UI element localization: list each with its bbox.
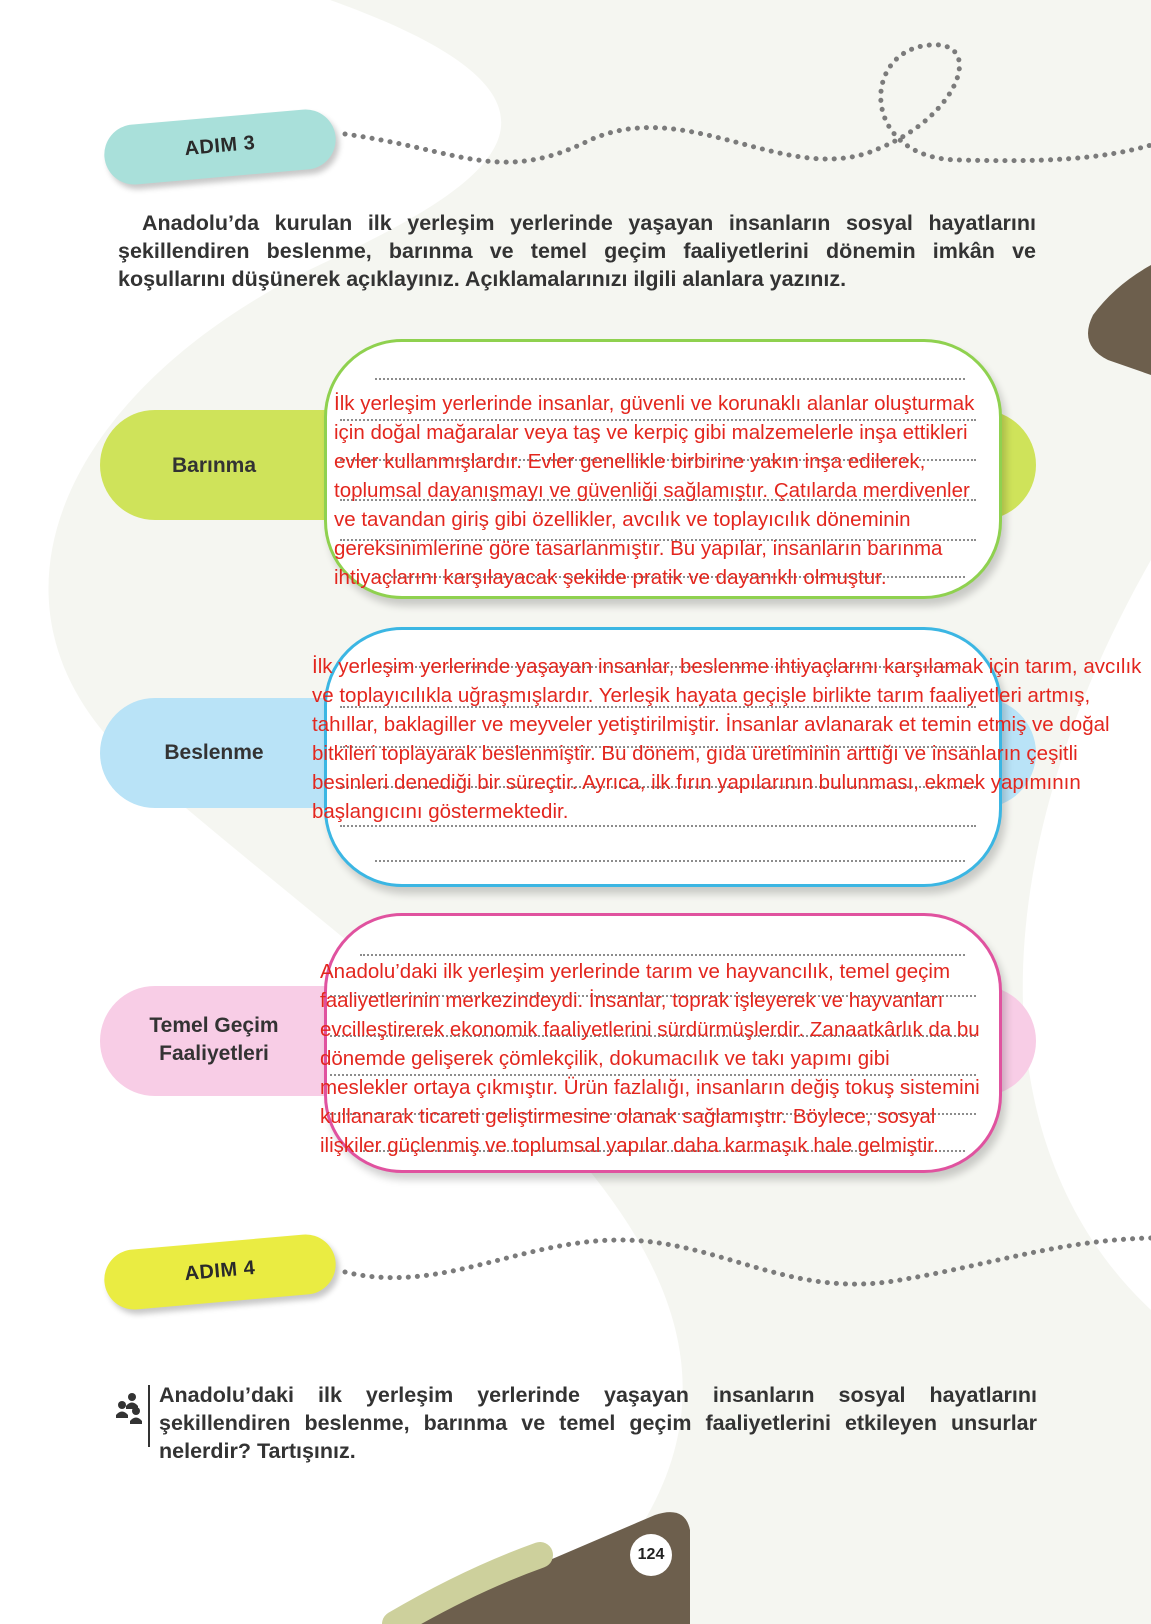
temel-gecim-answer-text: Anadolu’daki ilk yerleşim yerlerinde tarım ve hayvancılık, temel geçim faaliyetlerinin merkezindeydi. İnsanlar, toprak işleyerek ve hayvanları evcilleştirerek ekonomik faaliyetlerini sürdürmüşlerdir. Zanaatkârlık da bu dönemde gelişerek çömlekçilik, dokumacılık ve takı yapımı gibi meslekler ortaya çıkmıştır. Ürün fazlalığı, insanların değiş tokuş sistemini kullanarak ticareti geliştirmesine olanak sağlamıştır. Böylece, sosyal ilişkiler güçlenmiş ve toplumsal yapılar daha karmaşık hale gelmiştir. [320,960,980,1157]
barinma-label: Barınma [171,454,257,477]
step-3-instruction: Anadolu’da kurulan ilk yerleşim yerlerinde yaşayan insanların sosyal hayatlarını şekillendiren beslenme, barınma ve temel geçim faaliyetlerini dönemin imkân ve koşullarını düşünerek açıklayınız. Açıklamalarınızı ilgili alanlara yazınız. [118,211,1036,291]
step-4-question: Anadolu’daki ilk yerleşim yerlerinde yaşayan insanların sosyal hayatlarını şekillendiren beslenme, barınma ve temel geçim faaliyetlerini etkileyen unsurlar nelerdir? Tartışınız. [159,1383,1037,1463]
temel-gecim-label: Temel Geçim Faaliyetleri [149,1014,279,1065]
page-number: 124 [630,1534,672,1576]
beslenme-label: Beslenme [164,741,264,764]
question-divider [148,1385,150,1447]
barinma-answer-text: İlk yerleşim yerlerinde insanlar, güvenli ve korunaklı alanlar oluşturmak için doğal mağaralar veya taş ve kerpiç gibi malzemelerle inşa ettikleri evler kullanmışlardır. Evler genellikle birbirine yakın inşa edilerek, toplumsal dayanışmayı ve güvenliği sağlamıştır. Çatılarda merdivenler ve tavandan giriş gibi özellikler, avcılık ve toplayıcılık döneminin gereksinimlerine göre tasarlanmıştır. Bu yapılar, insanların barınma ihtiyaçlarını karşılayacak şekilde pratik ve dayanıklı olmuştur. [334,392,975,589]
beslenme-answer-text: İlk yerleşim yerlerinde yaşayan insanlar, beslenme ihtiyaçlarını karşılamak için tarım, avcılık ve toplayıcılıkla uğraşmışlardır. Yerleşik hayata geçişle birlikte tarım faaliyetleri artmış, tahıllar, baklagiller ve meyveler yetiştirilmiştir. İnsanlar avlanarak et temin etmiş ve doğal bitkileri toplayarak beslenmiştir. Bu dönem, gıda üretiminin arttığı ve insanların çeşitli besinleri denediği bir süreçtir. Ayrıca, ilk fırın yapılarının bulunması, ekmek yapımının başlangıcını göstermektedir. [312,655,1142,823]
step-4-label: ADIM 4 [183,1256,257,1286]
group-discussion-icon [114,1392,144,1426]
step-3-label: ADIM 3 [183,131,257,161]
